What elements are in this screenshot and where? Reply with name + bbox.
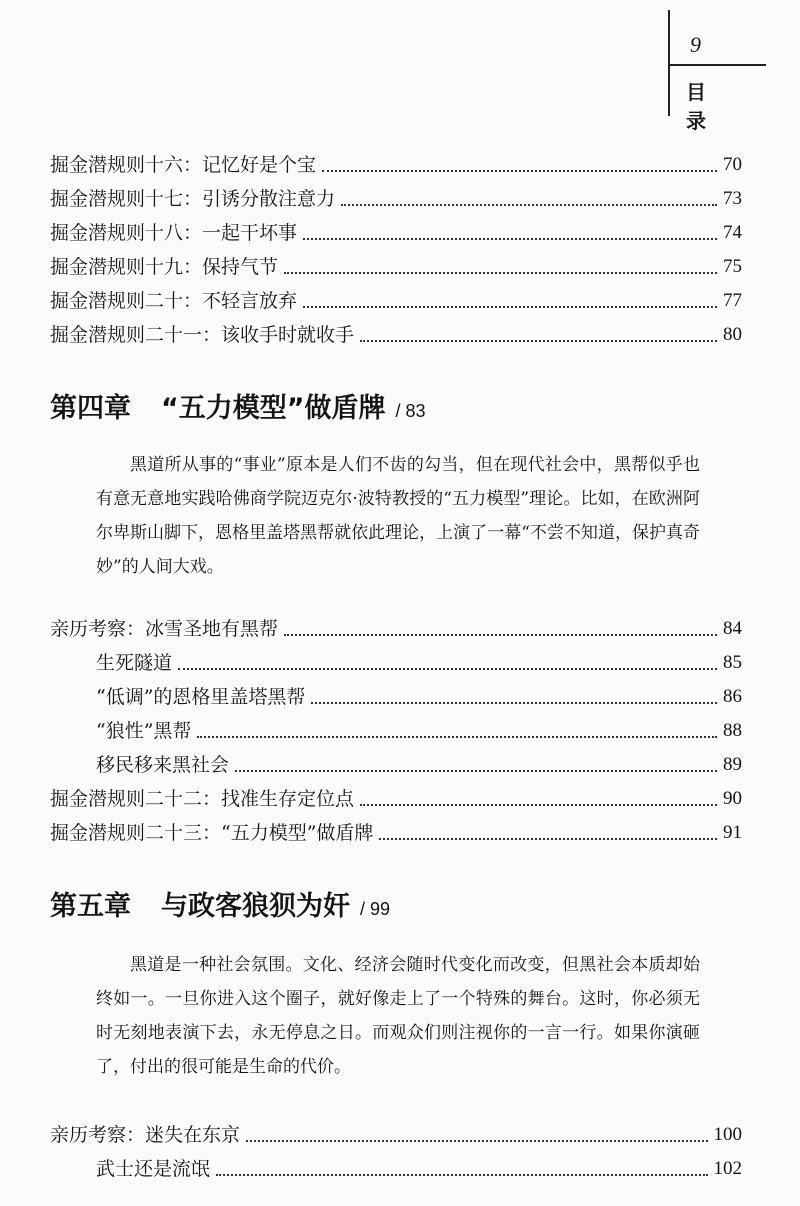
- chapter-number: 第五章: [50, 891, 131, 922]
- toc-subentry[interactable]: [50, 680, 742, 714]
- toc-subentry[interactable]: [50, 714, 742, 748]
- chapter-4-heading[interactable]: [50, 386, 750, 425]
- dot-leader: [303, 306, 717, 308]
- toc-entry[interactable]: [50, 318, 742, 352]
- section-title: 目 录: [686, 80, 720, 133]
- toc-entry-label: 掘金潜规则二十一：该收手时就收手: [50, 324, 355, 346]
- toc-entry[interactable]: [50, 612, 742, 646]
- corner-vertical-rule: [668, 10, 670, 116]
- toc-entry-page: 89: [723, 754, 742, 775]
- toc-entry-page: 85: [723, 652, 742, 673]
- toc-entry-page: 91: [723, 822, 742, 843]
- chapter-5-heading[interactable]: [50, 884, 750, 923]
- toc-entry-page: 73: [723, 188, 742, 209]
- page-corner-header: [668, 10, 766, 133]
- toc-entry-page: 88: [723, 720, 742, 741]
- dot-leader: [360, 340, 717, 342]
- toc-entry-page: 70: [723, 154, 742, 175]
- toc-entry[interactable]: [50, 816, 742, 850]
- toc-entry-label: 生死隧道: [96, 652, 173, 674]
- toc-entry-page: 80: [723, 324, 742, 345]
- toc-entry[interactable]: [50, 250, 742, 284]
- toc-subentry[interactable]: [50, 646, 742, 680]
- toc-entry-label: 亲历考察：冰雪圣地有黑帮: [50, 618, 279, 640]
- toc-block-rules: [50, 148, 742, 352]
- toc-entry-page: 75: [723, 256, 742, 277]
- chapter-title: 与政客狼狈为奸: [161, 891, 350, 922]
- toc-entry[interactable]: [50, 782, 742, 816]
- dot-leader: [284, 272, 717, 274]
- toc-entry-page: 74: [723, 222, 742, 243]
- toc-entry[interactable]: [50, 148, 742, 182]
- chapter-page: / 99: [360, 899, 391, 919]
- chapter-title: “五力模型”做盾牌: [161, 393, 386, 424]
- toc-entry-label: 武士还是流氓: [96, 1158, 211, 1180]
- toc-entry-label: “狼性”黑帮: [96, 720, 192, 742]
- chapter-number: 第四章: [50, 393, 131, 424]
- chapter-page: / 83: [395, 401, 426, 421]
- dot-leader: [322, 170, 717, 172]
- toc-entry-page: 90: [723, 788, 742, 809]
- toc-entry-label: 移民移来黑社会: [96, 754, 230, 776]
- toc-entry-label: 掘金潜规则二十：不轻言放弃: [50, 290, 298, 312]
- toc-block-chapter-5: [50, 1118, 742, 1186]
- toc-block-chapter-4: [50, 612, 742, 850]
- toc-entry-label: 掘金潜规则十八：一起干坏事: [50, 222, 298, 244]
- dot-leader: [341, 204, 717, 206]
- dot-leader: [284, 634, 717, 636]
- chapter-5-summary: 黑道是一种社会氛围。文化、经济会随时代变化而改变，但黑社会本质却始终如一。一旦你进入这个圈子，就好像走上了一个特殊的舞台。这时，你必须无时无刻地表演下去，永无停息之日。而观众们则注视你的一言一行。如果你演砸了，付出的很可能是生命的代价。: [96, 955, 700, 1077]
- dot-leader: [379, 838, 717, 840]
- toc-entry-label: 掘金潜规则十六：记忆好是个宝: [50, 154, 317, 176]
- toc-entry-page: 84: [723, 618, 742, 639]
- page-number: 9: [690, 32, 701, 57]
- dot-leader: [178, 668, 717, 670]
- dot-leader: [303, 238, 717, 240]
- toc-entry-label: 掘金潜规则二十三：“五力模型”做盾牌: [50, 822, 374, 844]
- toc-entry-page: 77: [723, 290, 742, 311]
- toc-entry-page: 86: [723, 686, 742, 707]
- dot-leader: [197, 736, 717, 738]
- toc-entry-label: 掘金潜规则十九：保持气节: [50, 256, 279, 278]
- toc-entry-page: 102: [713, 1158, 742, 1179]
- dot-leader: [311, 702, 717, 704]
- toc-entry-label: “低调”的恩格里盖塔黑帮: [96, 686, 306, 708]
- toc-entry[interactable]: [50, 1118, 742, 1152]
- dot-leader: [235, 770, 717, 772]
- toc-entry-label: 掘金潜规则十七：引诱分散注意力: [50, 188, 336, 210]
- toc-entry[interactable]: [50, 284, 742, 318]
- toc-subentry[interactable]: [50, 1152, 742, 1186]
- dot-leader: [216, 1174, 707, 1176]
- toc-entry[interactable]: [50, 182, 742, 216]
- toc-entry-page: 100: [713, 1124, 742, 1145]
- corner-horizontal-rule: [668, 64, 766, 66]
- toc-entry-label: 掘金潜规则二十二：找准生存定位点: [50, 788, 355, 810]
- chapter-4-summary: 黑道所从事的“事业”原本是人们不齿的勾当，但在现代社会中，黑帮似乎也有意无意地实践哈佛商学院迈克尔·波特教授的“五力模型”理论。比如，在欧洲阿尔卑斯山脚下，恩格里盖塔黑帮就依此理论，上演了一幕“不尝不知道，保护真奇妙”的人间大戏。: [96, 455, 700, 577]
- toc-subentry[interactable]: [50, 748, 742, 782]
- toc-entry[interactable]: [50, 216, 742, 250]
- dot-leader: [246, 1140, 707, 1142]
- toc-entry-label: 亲历考察：迷失在东京: [50, 1124, 241, 1146]
- dot-leader: [360, 804, 717, 806]
